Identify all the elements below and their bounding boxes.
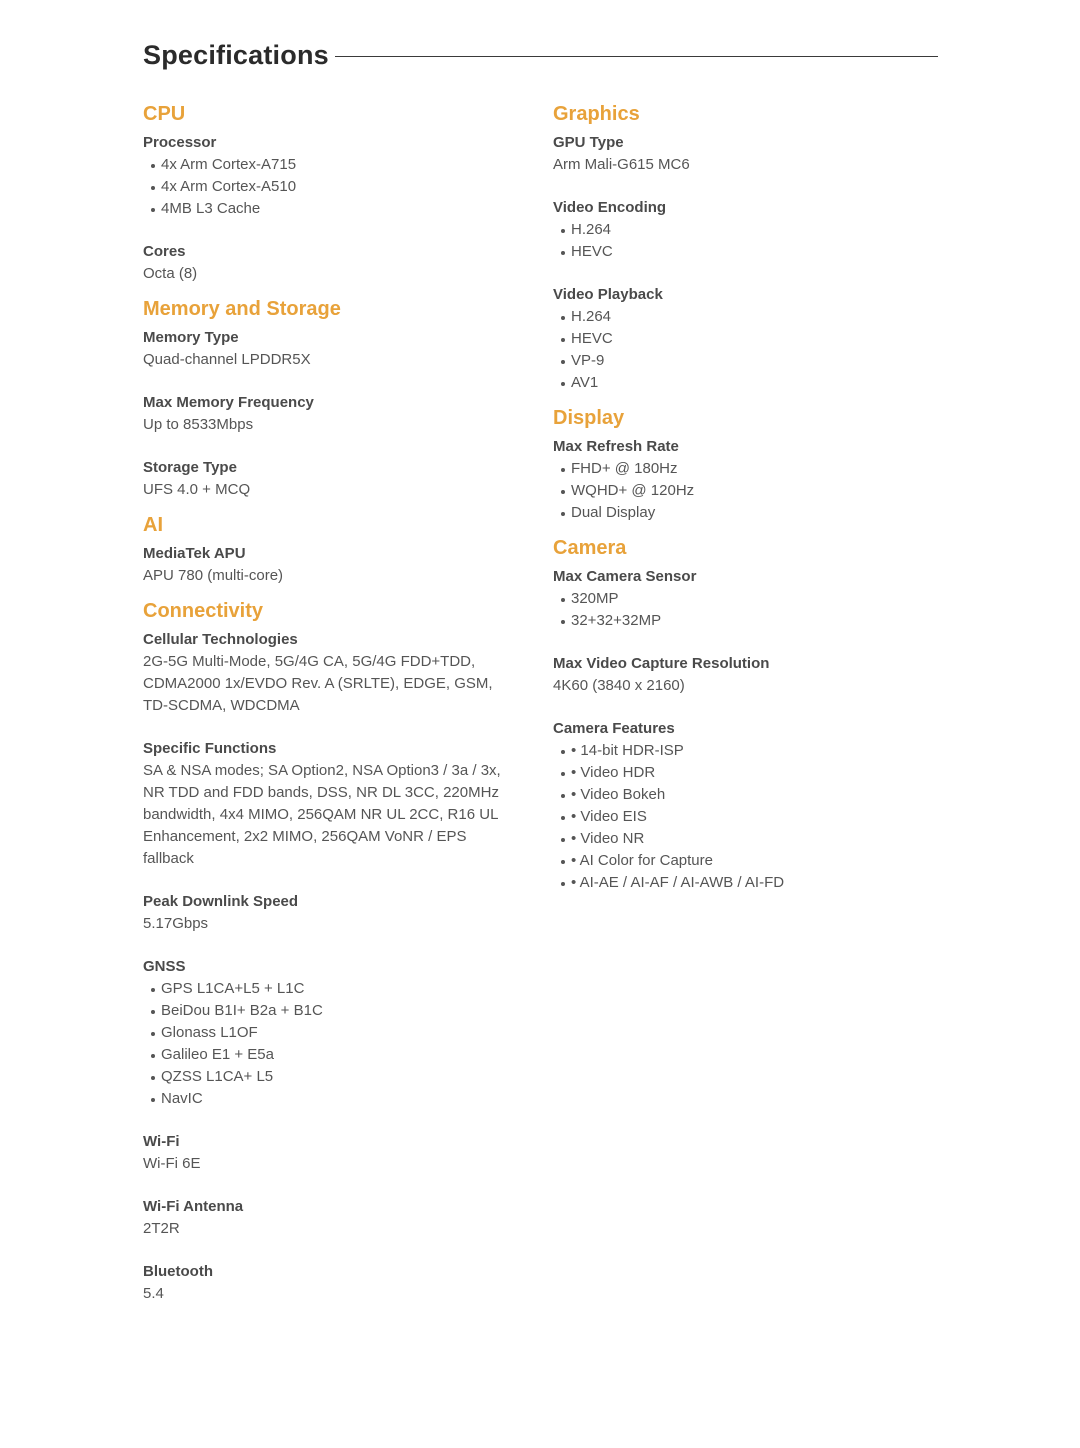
spec-item-bluetooth	[143, 1261, 518, 1305]
spec-value: SA & NSA modes; SA Option2, NSA Option3 / 3a / 3x, NR TDD and FDD bands, DSS, NR DL 3CC, 220MHz bandwidth, 4x4 MIMO, 256QAM NR UL 2CC, R16 UL Enhancement, 2x2 MIMO, 256QAM VoNR / EPS fallback	[143, 762, 501, 867]
spec-value: APU 780 (multi-core)	[143, 567, 284, 584]
spec-list-item: • AI-AE / AI-AF / AI-AWB / AI-FD	[553, 872, 943, 894]
spec-list-item: • Video Bokeh	[553, 784, 943, 806]
spec-label: Cellular Technologies	[143, 631, 298, 648]
spec-list-item: HEVC	[553, 328, 943, 350]
spec-list-item: 4MB L3 Cache	[143, 198, 518, 220]
spec-item-processor	[143, 132, 518, 220]
spec-list-item: NavIC	[143, 1088, 518, 1110]
spec-item-cores	[143, 241, 518, 285]
spec-item-wi-fi-antenna	[143, 1196, 518, 1240]
spec-label: Max Memory Frequency	[143, 394, 314, 411]
spec-list-item: HEVC	[553, 241, 943, 263]
section-title: CPU	[143, 103, 186, 125]
spec-list-item: • Video NR	[553, 828, 943, 850]
spec-value-list	[553, 306, 943, 394]
spec-list-item: • Video EIS	[553, 806, 943, 828]
spec-list-item: 4x Arm Cortex-A715	[143, 154, 518, 176]
spec-item-video-playback	[553, 284, 943, 394]
spec-item-max-camera-sensor	[553, 566, 943, 632]
spec-label: Cores	[143, 243, 186, 260]
spec-label: Bluetooth	[143, 1263, 213, 1280]
spec-list-item: H.264	[553, 306, 943, 328]
spec-value-list	[143, 978, 518, 1110]
section-connectivity	[143, 597, 518, 1305]
spec-item-wi-fi	[143, 1131, 518, 1175]
spec-item-memory-type	[143, 327, 518, 371]
spec-label: MediaTek APU	[143, 545, 246, 562]
spec-label: GNSS	[143, 958, 186, 975]
spec-list-item: AV1	[553, 372, 943, 394]
spec-item-gpu-type	[553, 132, 943, 176]
spec-list-item: QZSS L1CA+ L5	[143, 1066, 518, 1088]
spec-list-item: Dual Display	[553, 502, 943, 524]
spec-list-item: FHD+ @ 180Hz	[553, 458, 943, 480]
spec-list-item: 32+32+32MP	[553, 610, 943, 632]
spec-label: Processor	[143, 134, 217, 151]
section-cpu	[143, 100, 518, 285]
section-ai	[143, 511, 518, 587]
spec-item-max-refresh-rate	[553, 436, 943, 524]
spec-label: Max Refresh Rate	[553, 438, 679, 455]
spec-item-peak-downlink-speed	[143, 891, 518, 935]
spec-label: Wi-Fi	[143, 1133, 180, 1150]
spec-value: 2T2R	[143, 1220, 180, 1237]
spec-item-specific-functions	[143, 738, 518, 870]
spec-label: Storage Type	[143, 459, 237, 476]
section-title: Camera	[553, 537, 627, 559]
spec-value: 5.17Gbps	[143, 915, 209, 932]
spec-label: Max Video Capture Resolution	[553, 655, 770, 672]
spec-list-item: BeiDou B1I+ B2a + B1C	[143, 1000, 518, 1022]
section-graphics	[553, 100, 943, 394]
spec-label: Camera Features	[553, 720, 675, 737]
spec-label: Max Camera Sensor	[553, 568, 697, 585]
spec-value: 4K60 (3840 x 2160)	[553, 677, 685, 694]
section-display	[553, 404, 943, 524]
spec-item-mediatek-apu	[143, 543, 518, 587]
spec-value-list	[553, 219, 943, 263]
spec-item-max-memory-frequency	[143, 392, 518, 436]
spec-list-item: 4x Arm Cortex-A510	[143, 176, 518, 198]
section-memory-and-storage	[143, 295, 518, 501]
spec-value: 2G-5G Multi-Mode, 5G/4G CA, 5G/4G FDD+TDD, CDMA2000 1x/EVDO Rev. A (SRLTE), EDGE, GSM, TD-SCDMA, WDCDMA	[143, 653, 493, 714]
spec-list-item: 320MP	[553, 588, 943, 610]
spec-value-list	[553, 458, 943, 524]
spec-item-camera-features	[553, 718, 943, 894]
spec-label: Peak Downlink Speed	[143, 893, 299, 910]
spec-list-item: Galileo E1 + E5a	[143, 1044, 518, 1066]
section-camera	[553, 534, 943, 894]
spec-value: 5.4	[143, 1285, 164, 1302]
spec-value: Quad-channel LPDDR5X	[143, 351, 311, 368]
spec-value: Up to 8533Mbps	[143, 416, 254, 433]
section-title: Graphics	[553, 103, 640, 125]
spec-list-item: GPS L1CA+L5 + L1C	[143, 978, 518, 1000]
spec-value: UFS 4.0 + MCQ	[143, 481, 251, 498]
specifications-header	[143, 38, 938, 74]
spec-item-max-video-capture-resolution	[553, 653, 943, 697]
spec-list-item: Glonass L1OF	[143, 1022, 518, 1044]
spec-label: Video Playback	[553, 286, 663, 303]
spec-item-storage-type	[143, 457, 518, 501]
spec-item-video-encoding	[553, 197, 943, 263]
spec-list-item: • AI Color for Capture	[553, 850, 943, 872]
page-title: Specifications	[143, 40, 329, 70]
spec-value-list	[553, 740, 943, 894]
section-title: Connectivity	[143, 600, 264, 622]
specs-column-right	[553, 100, 943, 904]
spec-item-gnss	[143, 956, 518, 1110]
spec-label: Wi-Fi Antenna	[143, 1198, 244, 1215]
spec-value: Arm Mali-G615 MC6	[553, 156, 690, 173]
spec-list-item: • 14-bit HDR-ISP	[553, 740, 943, 762]
section-title: AI	[143, 514, 163, 536]
spec-label: GPU Type	[553, 134, 624, 151]
spec-list-item: H.264	[553, 219, 943, 241]
spec-value: Wi-Fi 6E	[143, 1155, 201, 1172]
specs-column-left	[143, 100, 518, 1315]
spec-value-list	[553, 588, 943, 632]
section-title: Display	[553, 407, 625, 429]
header-divider	[335, 56, 938, 57]
section-title: Memory and Storage	[143, 298, 341, 320]
spec-list-item: WQHD+ @ 120Hz	[553, 480, 943, 502]
spec-list-item: • Video HDR	[553, 762, 943, 784]
spec-label: Video Encoding	[553, 199, 667, 216]
spec-item-cellular-technologies	[143, 629, 518, 717]
spec-label: Specific Functions	[143, 740, 277, 757]
spec-label: Memory Type	[143, 329, 239, 346]
spec-value-list	[143, 154, 518, 220]
spec-list-item: VP-9	[553, 350, 943, 372]
spec-value: Octa (8)	[143, 265, 198, 282]
